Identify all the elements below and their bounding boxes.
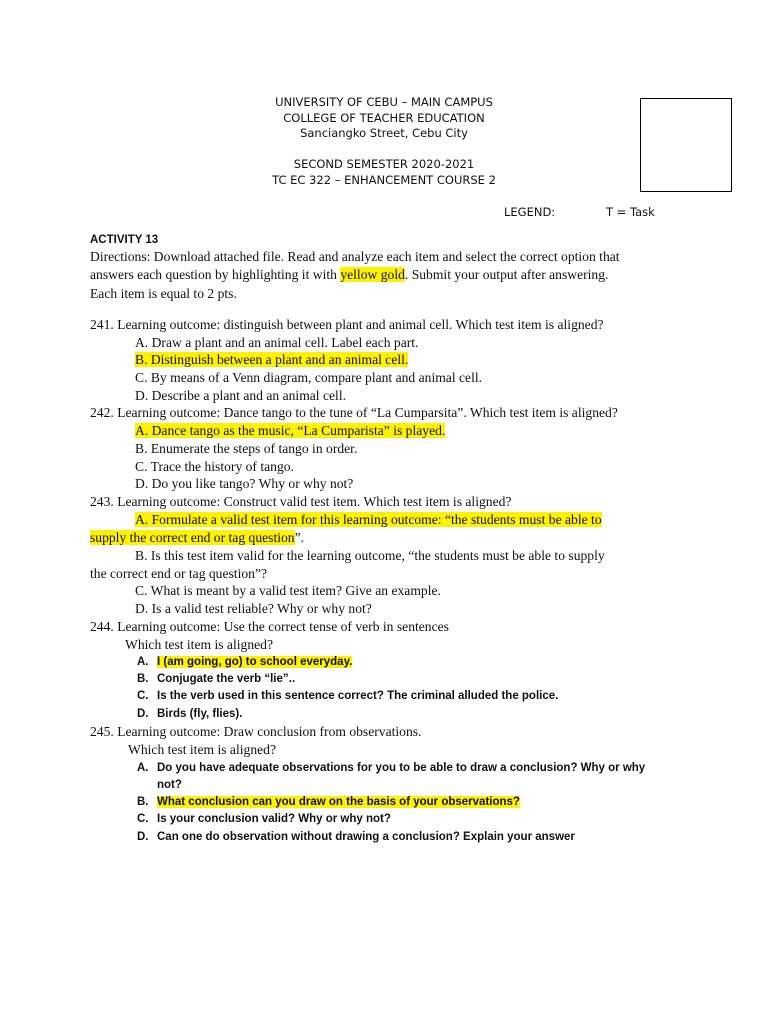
question-244-option-d: D. Birds (fly, flies).	[137, 708, 243, 720]
directions-line-1: Directions: Download attached file. Read and analyze each item and select the correct option that	[90, 249, 620, 264]
question-245-subprompt: Which test item is aligned?	[128, 742, 276, 757]
question-244-option-c: C. Is the verb used in this sentence correct? The criminal alluded the police.	[137, 690, 559, 702]
question-242-stem: 242. Learning outcome: Dance tango to the tune of “La Cumparsita”. Which test item is aligned?	[90, 405, 618, 420]
question-244-option-b: B. Conjugate the verb “lie”..	[137, 673, 296, 685]
directions-highlight: yellow gold	[340, 267, 405, 282]
course: TC EC 322 – ENHANCEMENT COURSE 2	[272, 173, 496, 187]
directions-line-2: answers each question by highlighting it with yellow gold. Submit your output after answering.	[90, 267, 609, 282]
address: Sanciangko Street, Cebu City	[300, 126, 468, 140]
question-245-option-a-line-1: A. Do you have adequate observations for you to be able to draw a conclusion? Why or why	[137, 762, 646, 774]
directions-line-3: Each item is equal to 2 pts.	[90, 286, 237, 301]
question-244-option-a: A. I (am going, go) to school everyday.	[137, 656, 353, 668]
question-245-option-d: D. Can one do observation without drawing a conclusion? Explain your answer	[137, 831, 575, 843]
question-241-option-d: D. Describe a plant and an animal cell.	[135, 388, 346, 403]
question-242-option-d: D. Do you like tango? Why or why not?	[135, 476, 354, 491]
question-241-option-a: A. Draw a plant and an animal cell. Label each part.	[135, 335, 419, 350]
question-243-option-b-line-2: the correct end or tag question”?	[90, 566, 268, 581]
college-name: COLLEGE OF TEACHER EDUCATION	[283, 111, 485, 125]
question-243-option-a-line-1: A. Formulate a valid test item for this learning outcome: “the students must be able to	[135, 512, 602, 527]
question-241-option-c: C. By means of a Venn diagram, compare plant and animal cell.	[135, 370, 483, 385]
question-242-option-b: B. Enumerate the steps of tango in order.	[135, 441, 358, 456]
question-241-stem: 241. Learning outcome: distinguish between plant and animal cell. Which test item is aligned?	[90, 317, 604, 332]
question-243-option-b-line-1: B. Is this test item valid for the learning outcome, “the students must be able to supply	[135, 548, 605, 563]
question-245-option-c: C. Is your conclusion valid? Why or why not?	[137, 813, 391, 825]
question-241-option-b: B. Distinguish between a plant and an animal cell.	[135, 352, 409, 367]
legend-value: T = Task	[606, 205, 655, 219]
university-name: UNIVERSITY OF CEBU – MAIN CAMPUS	[275, 95, 493, 109]
question-243-option-a-line-2: supply the correct end or tag question”.	[90, 530, 305, 545]
semester: SECOND SEMESTER 2020-2021	[293, 157, 475, 171]
question-245-option-a-line-2: not?	[157, 779, 182, 791]
question-243-stem: 243. Learning outcome: Construct valid test item. Which test item is aligned?	[90, 494, 512, 509]
question-242-option-c: C. Trace the history of tango.	[135, 459, 294, 474]
legend-label: LEGEND:	[504, 205, 556, 219]
question-244-stem: 244. Learning outcome: Use the correct tense of verb in sentences	[90, 619, 449, 634]
question-245-stem: 245. Learning outcome: Draw conclusion from observations.	[90, 724, 422, 739]
question-244-subprompt: Which test item is aligned?	[125, 637, 273, 652]
question-243-option-c: C. What is meant by a valid test item? Give an example.	[135, 583, 441, 598]
question-243-option-d: D. Is a valid test reliable? Why or why not?	[135, 601, 372, 616]
question-245-option-b: B. What conclusion can you draw on the basis of your observations?	[137, 796, 520, 808]
activity-title: ACTIVITY 13	[90, 234, 159, 246]
score-box	[640, 98, 732, 192]
question-242-option-a: A. Dance tango as the music, “La Cumparista” is played.	[135, 423, 446, 438]
